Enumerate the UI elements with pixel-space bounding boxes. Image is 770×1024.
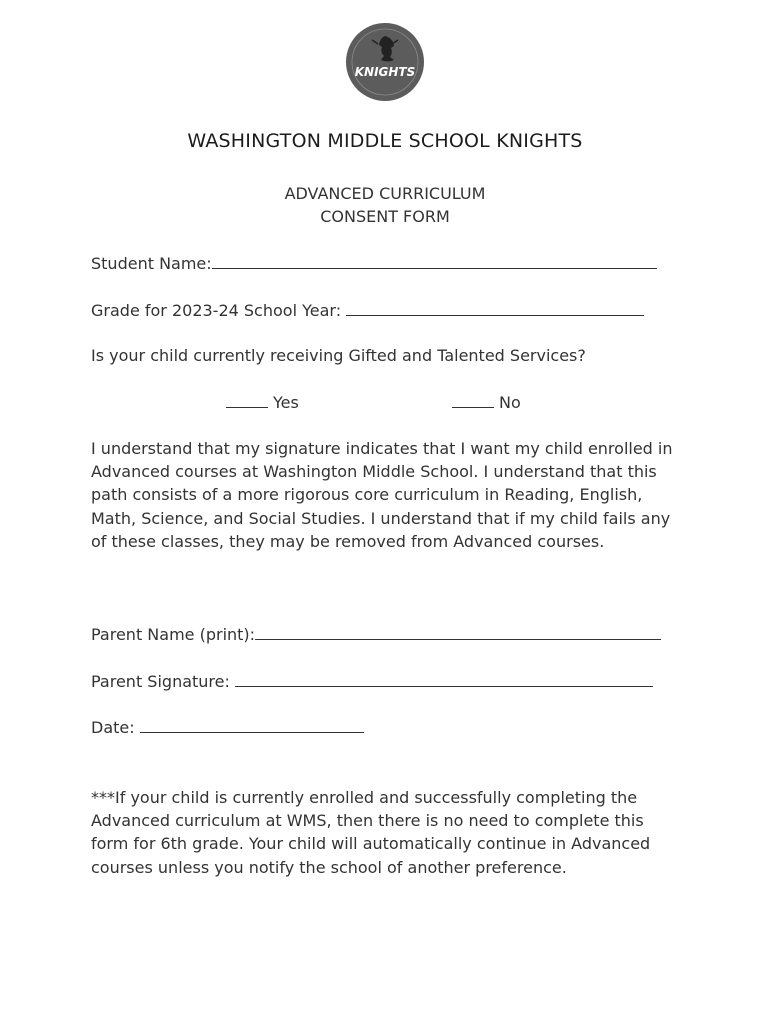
grade-label: Grade for 2023-24 School Year: — [91, 301, 342, 320]
no-checkbox-blank[interactable] — [452, 393, 494, 408]
svg-text:KNIGHTS: KNIGHTS — [354, 65, 416, 79]
form-subtitle-line2: CONSENT FORM — [320, 207, 450, 226]
parent-name-field[interactable] — [255, 625, 661, 640]
student-name-row — [91, 254, 657, 274]
no-option — [452, 393, 521, 413]
form-subtitle-line1: ADVANCED CURRICULUM — [284, 184, 486, 203]
date-field[interactable] — [140, 718, 364, 733]
no-label: No — [499, 393, 521, 412]
footnote: ***If your child is currently enrolled and successfully completing the Advanced curriculum at WMS, then there is no need to complete this form for 6th grade. Your child will automatically continue in Advanced courses unless you notify the school of another preference. — [91, 788, 651, 877]
student-name-field[interactable] — [212, 254, 657, 269]
parent-signature-field[interactable] — [235, 672, 653, 687]
consent-paragraph: I understand that my signature indicates that I want my child enrolled in Advanced courses at Washington Middle School. I understand that this path consists of a more rigorous core curriculum in Reading, English, Math, Science, and Social Studies. I understand that if my child fails any of these classes, they may be removed from Advanced courses. — [91, 439, 673, 551]
parent-name-label: Parent Name (print): — [91, 625, 256, 644]
page-title: WASHINGTON MIDDLE SCHOOL KNIGHTS — [187, 130, 583, 152]
date-row — [91, 718, 364, 738]
student-name-label: Student Name: — [91, 254, 212, 273]
yes-option — [226, 393, 299, 413]
parent-name-row — [91, 625, 661, 645]
date-label: Date: — [91, 718, 135, 737]
yes-checkbox-blank[interactable] — [226, 393, 268, 408]
parent-signature-row — [91, 672, 653, 692]
grade-field[interactable] — [346, 301, 644, 316]
gifted-question: Is your child currently receiving Gifted and Talented Services? — [91, 346, 586, 365]
yes-label: Yes — [273, 393, 299, 412]
grade-row — [91, 301, 644, 321]
parent-signature-label: Parent Signature: — [91, 672, 230, 691]
school-logo — [345, 22, 425, 102]
